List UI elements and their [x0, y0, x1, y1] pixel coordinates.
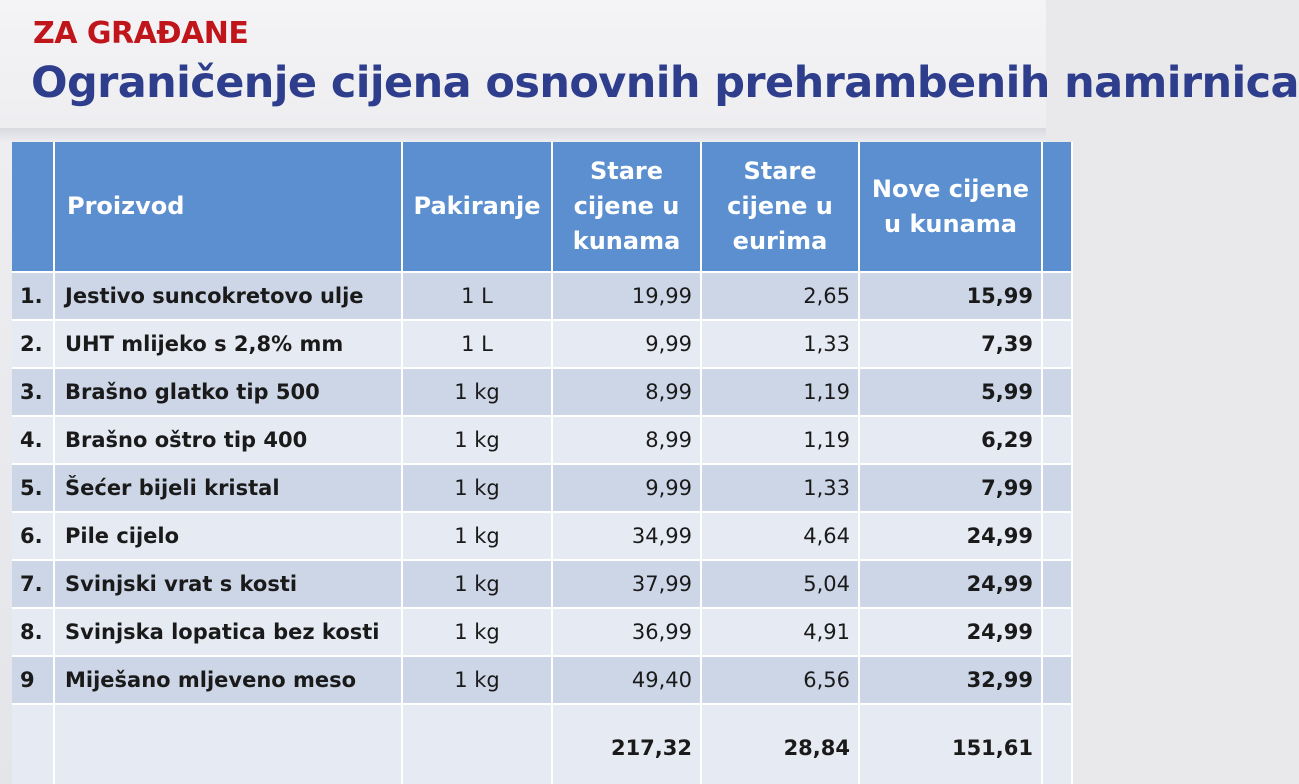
- new-price-hrk: 5,99: [859, 368, 1042, 416]
- row-number: 5.: [12, 464, 54, 512]
- old-price-eur: 1,19: [701, 416, 859, 464]
- new-price-hrk: 32,99: [859, 656, 1042, 704]
- extra-cell: [1042, 656, 1072, 704]
- price-table: [12, 142, 1073, 784]
- table-row: [12, 368, 1072, 416]
- col-header-product: Proizvod: [54, 142, 402, 272]
- table-row: [12, 464, 1072, 512]
- table-row: [12, 512, 1072, 560]
- slide-title: Ograničenje cijena osnovnih prehrambenih namirnica: [31, 58, 1299, 108]
- table-row: [12, 656, 1072, 704]
- package-size: 1 kg: [402, 512, 552, 560]
- old-price-hrk: 37,99: [552, 560, 701, 608]
- old-price-eur: 1,33: [701, 464, 859, 512]
- package-size: 1 L: [402, 320, 552, 368]
- col-header-old-eur: Stare cijene u eurima: [701, 142, 859, 272]
- old-price-hrk: 8,99: [552, 368, 701, 416]
- old-price-hrk: 36,99: [552, 608, 701, 656]
- row-number: 7.: [12, 560, 54, 608]
- row-number: 2.: [12, 320, 54, 368]
- col-header-num: [12, 142, 54, 272]
- new-price-hrk: 24,99: [859, 560, 1042, 608]
- table-row: [12, 272, 1072, 320]
- product-name: Brašno glatko tip 500: [54, 368, 402, 416]
- package-size: 1 kg: [402, 560, 552, 608]
- extra-cell: [1042, 608, 1072, 656]
- extra-cell: [1042, 368, 1072, 416]
- extra-cell: [1042, 416, 1072, 464]
- new-price-hrk: 24,99: [859, 512, 1042, 560]
- col-header-extra: [1042, 142, 1072, 272]
- new-price-hrk: 6,29: [859, 416, 1042, 464]
- old-price-hrk: 19,99: [552, 272, 701, 320]
- product-name: UHT mlijeko s 2,8% mm: [54, 320, 402, 368]
- row-number: 6.: [12, 512, 54, 560]
- old-price-hrk: 9,99: [552, 320, 701, 368]
- package-size: 1 kg: [402, 464, 552, 512]
- totals-row: [12, 704, 1072, 784]
- table-row: [12, 416, 1072, 464]
- extra-cell: [1042, 272, 1072, 320]
- totals-empty-package: [402, 704, 552, 784]
- row-number: 3.: [12, 368, 54, 416]
- old-price-hrk: 49,40: [552, 656, 701, 704]
- product-name: Svinjska lopatica bez kosti: [54, 608, 402, 656]
- total-old-eur: 28,84: [701, 704, 859, 784]
- col-header-old-hrk: Stare cijene u kunama: [552, 142, 701, 272]
- col-header-new-hrk: Nove cijene u kunama: [859, 142, 1042, 272]
- product-name: Jestivo suncokretovo ulje: [54, 272, 402, 320]
- package-size: 1 kg: [402, 608, 552, 656]
- header-divider: [0, 128, 1046, 142]
- old-price-hrk: 8,99: [552, 416, 701, 464]
- total-old-hrk: 217,32: [552, 704, 701, 784]
- slide-kicker: ZA GRAĐANE: [33, 16, 249, 51]
- extra-cell: [1042, 560, 1072, 608]
- extra-cell: [1042, 512, 1072, 560]
- extra-cell: [1042, 464, 1072, 512]
- table-row: [12, 608, 1072, 656]
- new-price-hrk: 24,99: [859, 608, 1042, 656]
- row-number: 1.: [12, 272, 54, 320]
- package-size: 1 kg: [402, 416, 552, 464]
- totals-empty-num: [12, 704, 54, 784]
- product-name: Šećer bijeli kristal: [54, 464, 402, 512]
- table-header-row: [12, 142, 1072, 272]
- product-name: Miješano mljeveno meso: [54, 656, 402, 704]
- new-price-hrk: 15,99: [859, 272, 1042, 320]
- package-size: 1 kg: [402, 656, 552, 704]
- new-price-hrk: 7,99: [859, 464, 1042, 512]
- new-price-hrk: 7,39: [859, 320, 1042, 368]
- product-name: Pile cijelo: [54, 512, 402, 560]
- table-row: [12, 320, 1072, 368]
- table-row: [12, 560, 1072, 608]
- extra-cell: [1042, 704, 1072, 784]
- row-number: 4.: [12, 416, 54, 464]
- product-name: Brašno oštro tip 400: [54, 416, 402, 464]
- old-price-eur: 1,19: [701, 368, 859, 416]
- old-price-eur: 2,65: [701, 272, 859, 320]
- row-number: 8.: [12, 608, 54, 656]
- col-header-package: Pakiranje: [402, 142, 552, 272]
- old-price-eur: 4,64: [701, 512, 859, 560]
- old-price-eur: 5,04: [701, 560, 859, 608]
- package-size: 1 kg: [402, 368, 552, 416]
- totals-empty-product: [54, 704, 402, 784]
- old-price-eur: 6,56: [701, 656, 859, 704]
- old-price-hrk: 34,99: [552, 512, 701, 560]
- old-price-eur: 4,91: [701, 608, 859, 656]
- package-size: 1 L: [402, 272, 552, 320]
- row-number: 9: [12, 656, 54, 704]
- product-name: Svinjski vrat s kosti: [54, 560, 402, 608]
- total-new-hrk: 151,61: [859, 704, 1042, 784]
- old-price-hrk: 9,99: [552, 464, 701, 512]
- extra-cell: [1042, 320, 1072, 368]
- old-price-eur: 1,33: [701, 320, 859, 368]
